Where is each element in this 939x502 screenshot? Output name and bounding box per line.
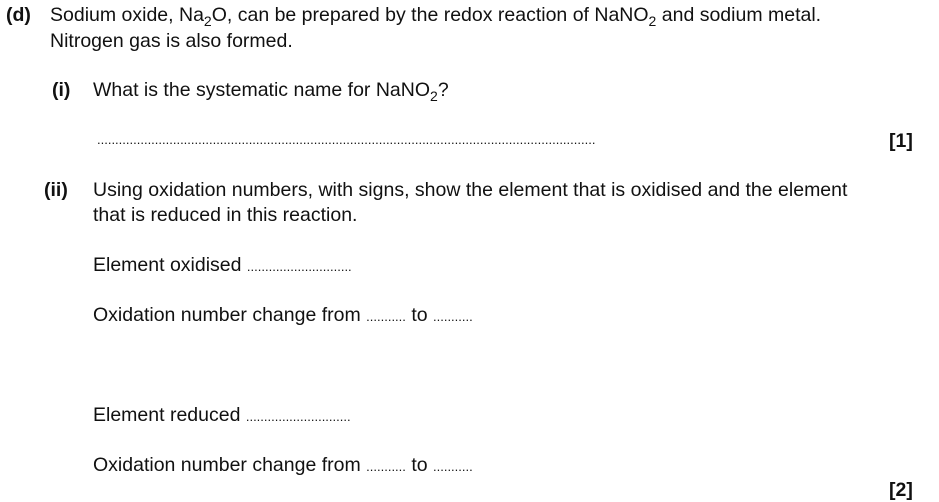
part-ii-question-line1: Using oxidation numbers, with signs, show the element that is oxidised and the element: [93, 179, 848, 201]
question-intro-line1: [50, 3, 821, 27]
element-oxidised-label: Element oxidised: [93, 254, 242, 276]
reduced-to-label: to: [411, 454, 428, 476]
question-intro-text-1: Sodium oxide, Na: [50, 4, 204, 26]
reduced-change-label: Oxidation number change from: [93, 454, 361, 476]
reduced-from-answer[interactable]: ...........: [366, 459, 406, 474]
part-i-label: (i): [52, 79, 71, 101]
part-ii-label: (ii): [44, 179, 68, 201]
subscript-2: 2: [430, 88, 438, 104]
element-reduced-row: [93, 403, 351, 429]
element-reduced-label: Element reduced: [93, 404, 241, 426]
part-i-question: [93, 78, 449, 102]
question-intro-line2: Nitrogen gas is also formed.: [50, 30, 293, 52]
oxidised-from-answer[interactable]: ...........: [366, 309, 406, 324]
reduced-to-answer[interactable]: ...........: [433, 459, 473, 474]
question-intro-text-2: O, can be prepared by the redox reaction of NaNO: [211, 4, 649, 26]
subscript-2: 2: [648, 13, 657, 29]
question-intro-text-3: and sodium metal.: [656, 4, 822, 26]
part-ii-question-line2: that is reduced in this reaction.: [93, 204, 358, 226]
element-oxidised-answer[interactable]: .............................: [246, 259, 352, 274]
part-i-question-text: What is the systematic name for NaNO: [93, 79, 431, 101]
oxidised-change-row: [93, 303, 473, 329]
oxidised-to-label: to: [411, 304, 428, 326]
part-i-marks: [1]: [889, 130, 913, 152]
subscript-2: 2: [203, 13, 212, 29]
reduced-change-row: [93, 453, 473, 479]
part-i-question-mark: ?: [437, 79, 449, 101]
question-label: (d): [6, 4, 31, 26]
element-reduced-answer[interactable]: .............................: [245, 409, 351, 424]
part-ii-marks: [2]: [889, 479, 913, 501]
element-oxidised-row: [93, 253, 352, 279]
oxidised-change-label: Oxidation number change from: [93, 304, 361, 326]
part-i-answer-line[interactable]: ..........................................................................................................................................: [97, 132, 596, 147]
oxidised-to-answer[interactable]: ...........: [433, 309, 473, 324]
